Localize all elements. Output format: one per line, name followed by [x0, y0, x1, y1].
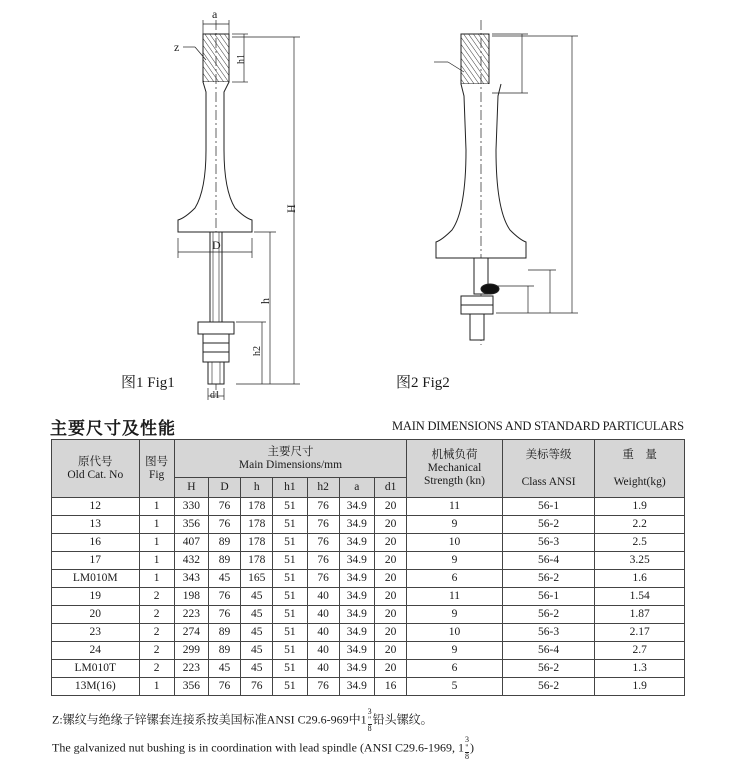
cell-h1: 51 [273, 534, 307, 552]
cell-H: 343 [174, 570, 208, 588]
cell-a: 34.9 [339, 606, 374, 624]
cell-fig: 2 [139, 588, 174, 606]
cell-a: 34.9 [339, 660, 374, 678]
cell-H: 432 [174, 552, 208, 570]
fig2-caption: 图2 Fig2 [396, 375, 450, 391]
cell-old-cat: 13M(16) [52, 678, 140, 696]
cell-h1: 51 [273, 588, 307, 606]
cell-old-cat: 13 [52, 516, 140, 534]
cell-h1: 51 [273, 660, 307, 678]
cell-strength: 9 [407, 606, 503, 624]
note-cn [52, 708, 433, 733]
header-mech-en1: Mechanical [427, 462, 482, 474]
cell-strength: 11 [407, 588, 503, 606]
cell-fig: 2 [139, 606, 174, 624]
header-dim-h1: h1 [273, 478, 307, 498]
cell-a: 34.9 [339, 570, 374, 588]
cell-class-ansi: 56-2 [502, 570, 595, 588]
header-class-cn: 美标等级 [525, 448, 572, 461]
cell-a: 34.9 [339, 516, 374, 534]
cell-strength: 9 [407, 516, 503, 534]
cell-class-ansi: 56-1 [502, 498, 595, 516]
cell-class-ansi: 56-1 [502, 588, 595, 606]
cell-h: 45 [241, 660, 273, 678]
cell-weight: 2.17 [595, 624, 685, 642]
cell-weight: 2.2 [595, 516, 685, 534]
cell-fig: 1 [139, 552, 174, 570]
cell-strength: 9 [407, 552, 503, 570]
cell-h: 178 [241, 516, 273, 534]
cell-class-ansi: 56-3 [502, 624, 595, 642]
cell-old-cat: 24 [52, 642, 140, 660]
header-fig-cn: 图号 [145, 455, 169, 468]
cell-h: 178 [241, 534, 273, 552]
cell-H: 274 [174, 624, 208, 642]
cell-h: 45 [241, 624, 273, 642]
cell-d1: 16 [374, 678, 406, 696]
table-row [52, 588, 685, 606]
cell-fig: 1 [139, 570, 174, 588]
cell-fig: 1 [139, 516, 174, 534]
cell-class-ansi: 56-3 [502, 534, 595, 552]
cell-h: 45 [241, 588, 273, 606]
cell-D: 76 [208, 516, 240, 534]
header-class [502, 440, 595, 498]
fig1-caption: 图1 Fig1 [121, 375, 175, 391]
cell-H: 198 [174, 588, 208, 606]
cell-h: 45 [241, 642, 273, 660]
table-row [52, 534, 685, 552]
header-mech-cn: 机械负荷 [431, 449, 478, 461]
cell-weight: 1.54 [595, 588, 685, 606]
section-title-en: MAIN DIMENSIONS AND STANDARD PARTICULARS [392, 419, 684, 433]
cell-class-ansi: 56-2 [502, 606, 595, 624]
dim-label-h: h [258, 298, 272, 304]
cell-old-cat: 19 [52, 588, 140, 606]
header-dim-D: D [208, 478, 240, 498]
cell-h2: 40 [307, 588, 339, 606]
dim-label-z: z [174, 40, 180, 54]
cell-h: 165 [241, 570, 273, 588]
cell-strength: 9 [407, 642, 503, 660]
header-old-cat-cn: 原代号 [78, 455, 113, 468]
cell-weight: 2.7 [595, 642, 685, 660]
cell-d1: 20 [374, 642, 406, 660]
header-old-cat-en: Old Cat. No [67, 468, 124, 481]
cell-D: 76 [208, 678, 240, 696]
cell-class-ansi: 56-2 [502, 678, 595, 696]
cell-H: 299 [174, 642, 208, 660]
cell-fig: 2 [139, 624, 174, 642]
header-dim-h2: h2 [307, 478, 339, 498]
header-dim-h: h [241, 478, 273, 498]
header-main-dim-cn: 主要尺寸 [267, 445, 314, 458]
cell-h2: 40 [307, 624, 339, 642]
cell-a: 34.9 [339, 498, 374, 516]
cell-d1: 20 [374, 534, 406, 552]
table-body [52, 498, 685, 696]
header-main-dimensions [174, 440, 406, 478]
dim-label-H: H [284, 204, 298, 213]
section-title-cn: 主要尺寸及性能 [50, 419, 176, 438]
cell-d1: 20 [374, 552, 406, 570]
cell-a: 34.9 [339, 588, 374, 606]
dim-label-D: D [212, 238, 221, 252]
fig1-drawing [178, 20, 300, 400]
cell-weight: 1.9 [595, 678, 685, 696]
dim-label-h1: h1 [236, 54, 247, 64]
cell-h1: 51 [273, 642, 307, 660]
note-cn-text: Z:镙纹与绝缘子锌镙套连接系按美国标准ANSI C29.6-969中1 [52, 712, 367, 727]
dimensions-table [51, 439, 685, 696]
cell-h2: 76 [307, 534, 339, 552]
cell-H: 356 [174, 516, 208, 534]
cell-H: 223 [174, 606, 208, 624]
cell-d1: 20 [374, 588, 406, 606]
note-cn-text-end: 铅头镙纹。 [372, 712, 433, 727]
header-weight-cn: 重 量 [622, 448, 657, 461]
cell-h2: 76 [307, 552, 339, 570]
cell-h2: 40 [307, 606, 339, 624]
table-row [52, 606, 685, 624]
cell-a: 34.9 [339, 624, 374, 642]
fraction-numerator-en: 3 " [464, 735, 469, 752]
cell-D: 76 [208, 606, 240, 624]
cell-d1: 20 [374, 606, 406, 624]
table-row [52, 660, 685, 678]
table-row [52, 516, 685, 534]
cell-h2: 76 [307, 570, 339, 588]
fraction-denominator-en: 8 [464, 752, 469, 761]
fig2-drawing [434, 20, 578, 345]
cell-strength: 6 [407, 570, 503, 588]
cell-weight: 3.25 [595, 552, 685, 570]
fraction-3-8 [368, 708, 372, 733]
cell-D: 45 [208, 570, 240, 588]
cell-weight: 1.6 [595, 570, 685, 588]
cell-d1: 20 [374, 516, 406, 534]
cell-old-cat: 17 [52, 552, 140, 570]
cell-D: 89 [208, 534, 240, 552]
cell-class-ansi: 56-2 [502, 660, 595, 678]
cell-D: 89 [208, 642, 240, 660]
cell-h1: 51 [273, 570, 307, 588]
table-row [52, 624, 685, 642]
cell-H: 330 [174, 498, 208, 516]
cell-h1: 51 [273, 606, 307, 624]
cell-h2: 76 [307, 678, 339, 696]
cell-H: 407 [174, 534, 208, 552]
cell-h2: 40 [307, 660, 339, 678]
cell-D: 76 [208, 588, 240, 606]
cell-fig: 2 [139, 642, 174, 660]
header-weight-en: Weight(kg) [613, 475, 666, 488]
cell-weight: 1.9 [595, 498, 685, 516]
note-en [52, 736, 474, 761]
cell-h2: 40 [307, 642, 339, 660]
header-mech-en2: Strength (kn) [423, 475, 485, 487]
cell-h1: 51 [273, 678, 307, 696]
cell-weight: 2.5 [595, 534, 685, 552]
cell-a: 34.9 [339, 534, 374, 552]
cell-d1: 20 [374, 660, 406, 678]
table-row [52, 570, 685, 588]
dim-label-h2: h2 [252, 346, 263, 356]
cell-h: 76 [241, 678, 273, 696]
cell-h2: 76 [307, 498, 339, 516]
note-en-text-end: ) [469, 740, 474, 755]
cell-h: 178 [241, 552, 273, 570]
header-dim-H: H [174, 478, 208, 498]
cell-strength: 6 [407, 660, 503, 678]
cell-strength: 10 [407, 624, 503, 642]
cell-h1: 51 [273, 552, 307, 570]
cell-D: 76 [208, 498, 240, 516]
header-class-en: Class ANSI [521, 475, 576, 488]
cell-old-cat: 20 [52, 606, 140, 624]
header-dim-a: a [339, 478, 374, 498]
cell-old-cat: 12 [52, 498, 140, 516]
cell-strength: 10 [407, 534, 503, 552]
cell-D: 89 [208, 624, 240, 642]
cell-class-ansi: 56-4 [502, 642, 595, 660]
table-row [52, 552, 685, 570]
cell-strength: 5 [407, 678, 503, 696]
cell-h1: 51 [273, 498, 307, 516]
cell-a: 34.9 [339, 642, 374, 660]
cell-old-cat: LM010M [52, 570, 140, 588]
cell-h1: 51 [273, 516, 307, 534]
cell-fig: 1 [139, 534, 174, 552]
cell-H: 356 [174, 678, 208, 696]
cell-class-ansi: 56-4 [502, 552, 595, 570]
cell-d1: 20 [374, 570, 406, 588]
cell-h: 45 [241, 606, 273, 624]
note-en-text: The galvanized nut bushing is in coordination with lead spindle (ANSI C29.6-1969, 1 [52, 740, 464, 755]
cell-D: 45 [208, 660, 240, 678]
cell-weight: 1.87 [595, 606, 685, 624]
cell-h: 178 [241, 498, 273, 516]
cell-H: 223 [174, 660, 208, 678]
dim-label-a: a [212, 7, 218, 21]
cell-class-ansi: 56-2 [502, 516, 595, 534]
cell-D: 89 [208, 552, 240, 570]
cell-a: 34.9 [339, 552, 374, 570]
cell-h2: 76 [307, 516, 339, 534]
header-dim-d1: d1 [374, 478, 406, 498]
fraction-3-8-en [465, 736, 469, 761]
cell-old-cat: 23 [52, 624, 140, 642]
header-main-dim-en: Main Dimensions/mm [238, 458, 343, 471]
cell-fig: 1 [139, 498, 174, 516]
fraction-denominator: 8 [367, 724, 372, 733]
cell-old-cat: LM010T [52, 660, 140, 678]
header-old-cat [52, 440, 140, 498]
cell-d1: 20 [374, 624, 406, 642]
header-mechanical [407, 440, 503, 498]
cell-h1: 51 [273, 624, 307, 642]
cell-d1: 20 [374, 498, 406, 516]
header-fig [139, 440, 174, 498]
table-row [52, 498, 685, 516]
cell-strength: 11 [407, 498, 503, 516]
cell-old-cat: 16 [52, 534, 140, 552]
table-row [52, 678, 685, 696]
dim-label-d1: d1 [210, 390, 220, 401]
fraction-numerator: 3 " [367, 707, 372, 724]
cell-a: 34.9 [339, 678, 374, 696]
cell-fig: 1 [139, 678, 174, 696]
table-row [52, 642, 685, 660]
cell-fig: 2 [139, 660, 174, 678]
header-weight [595, 440, 685, 498]
cell-weight: 1.3 [595, 660, 685, 678]
header-fig-en: Fig [148, 468, 165, 481]
